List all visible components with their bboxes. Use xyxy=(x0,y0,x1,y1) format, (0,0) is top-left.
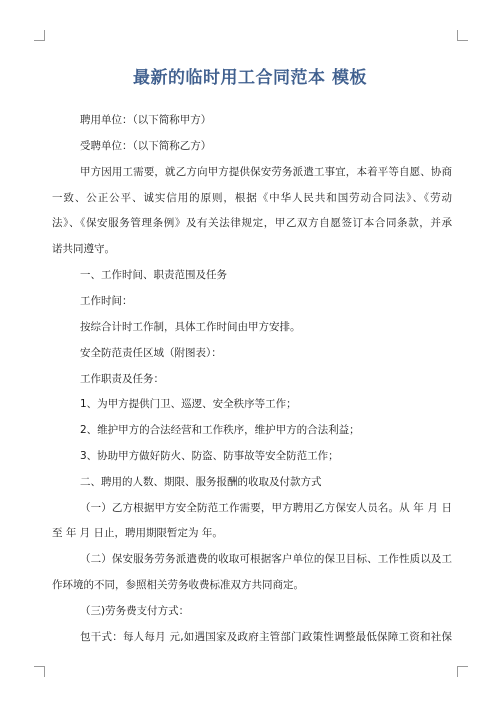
corner-mark-bottom-right xyxy=(457,666,468,677)
paragraph-line: 工作职责及任务： xyxy=(80,373,164,385)
section-heading: 一、工作时间、职责范围及任务 xyxy=(80,269,227,281)
employee-line: 受聘单位：（以下简称乙方） xyxy=(80,140,212,152)
paragraph-line: 安全防范责任区域（附图表）： xyxy=(80,347,222,359)
paragraph-line: 至 年 月 日止，聘用期限暂定为 年。 xyxy=(52,527,223,539)
list-item: 1、为甲方提供门卫、巡逻、安全秩序等工作； xyxy=(80,398,297,410)
paragraph-line: （二）保安服务劳务派遣费的收取可根据客户单位的保卫目标、工作性质以及工 xyxy=(80,553,452,565)
corner-mark-top-left xyxy=(34,30,45,41)
list-item: 2、维护甲方的合法经营和工作秩序，维护甲方的合法利益； xyxy=(80,424,360,436)
corner-mark-top-right xyxy=(457,30,468,41)
paragraph-line: 诺共同遵守。 xyxy=(52,243,115,255)
section-heading: 二、聘用的人数、期限、服务报酬的收取及付款方式 xyxy=(80,476,322,488)
paragraph-line: 甲方因用工需要，就乙方向甲方提供保安劳务派遣工事宜，本着平等自愿、协商 xyxy=(80,166,452,178)
paragraph-line: 一致、公正公平、诚实信用的原则，根据《中华人民共和国劳动合同法》、《劳动 xyxy=(52,192,452,204)
corner-mark-bottom-left xyxy=(34,666,45,677)
paragraph-line: 作环境的不同，参照相关劳务收费标准双方共同商定。 xyxy=(52,579,304,591)
paragraph-line: （三)劳务费支付方式： xyxy=(80,605,190,617)
list-item: 3、协助甲方做好防火、防盗、防事故等安全防范工作； xyxy=(80,450,339,462)
paragraph-line: 包干式：每人每月 元,如遇国家及政府主管部门政策性调整最低保障工资和社保 xyxy=(80,631,452,643)
paragraph-line: （一）乙方根据甲方安全防范工作需要，甲方聘用乙方保安人员名。从 年 月 日 xyxy=(80,502,452,514)
paragraph-line: 工作时间： xyxy=(80,295,133,307)
document-title: 最新的临时用工合同范本 模板 xyxy=(133,68,367,88)
paragraph-line: 法》、《保安服务管理条例》及有关法律规定，甲乙双方自愿签订本合同条款，并承 xyxy=(52,217,452,229)
employer-line: 聘用单位：（以下简称甲方） xyxy=(80,114,212,126)
paragraph-line: 按综合计时工作制，具体工作时间由甲方安排。 xyxy=(80,321,301,333)
